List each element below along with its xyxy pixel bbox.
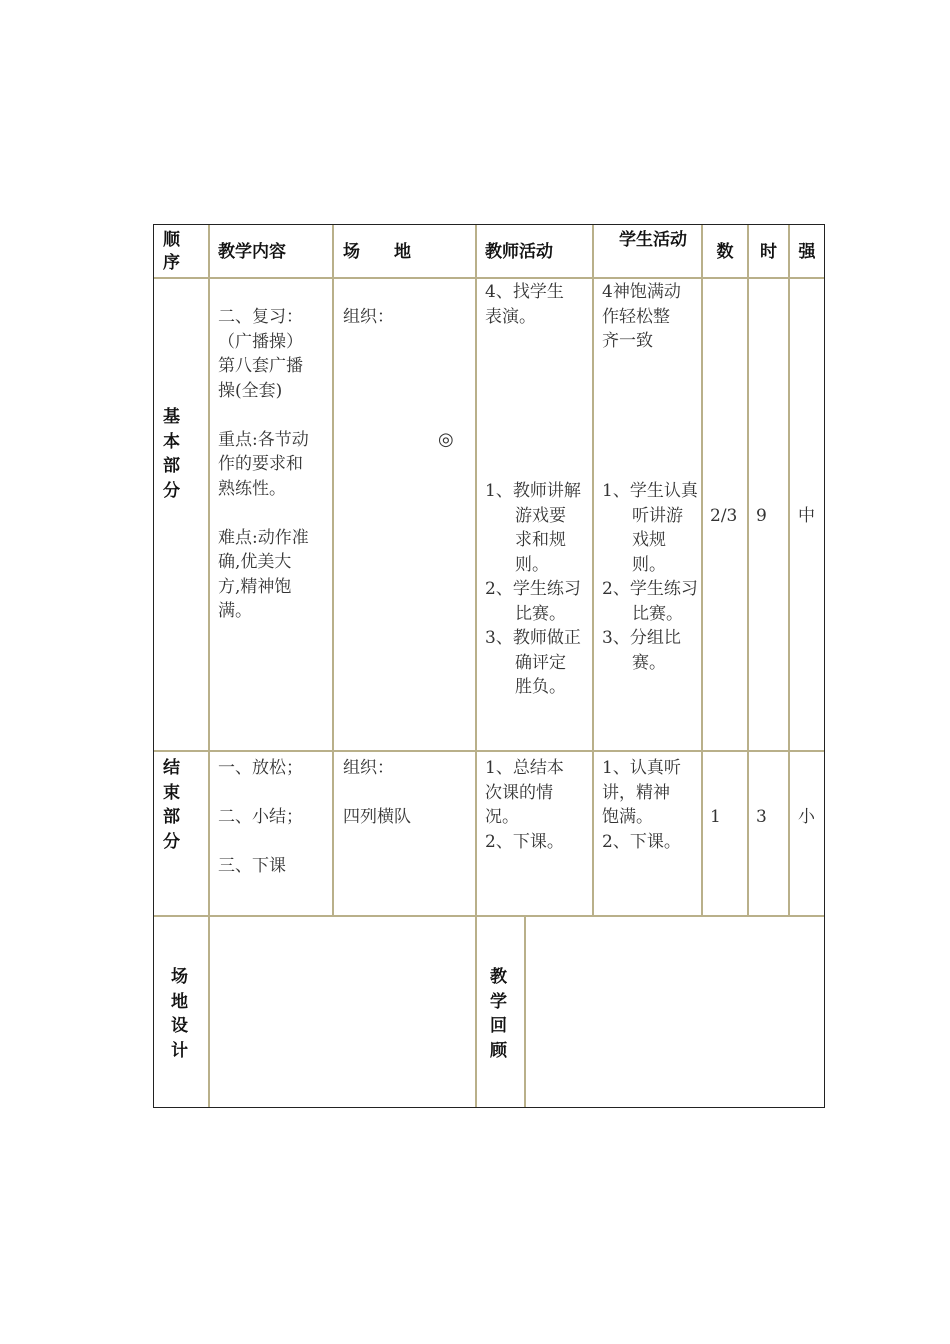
- ending-student: [602, 756, 700, 854]
- header-time: 时: [760, 242, 777, 262]
- col-divider: [524, 915, 526, 1107]
- header-venue: 场 地: [343, 242, 411, 262]
- teacher-line: 4、找学生: [485, 282, 564, 302]
- teaching-review-label: 教学回顾: [490, 967, 507, 1061]
- col-divider: [208, 225, 210, 1107]
- ending-time: 3: [756, 807, 767, 827]
- ending-teacher-line: 1、总结本: [485, 758, 564, 778]
- ending-venue-label: 组织：: [343, 758, 394, 778]
- basic-teacher-items: [485, 479, 581, 700]
- header-teacher: 教师活动: [485, 242, 553, 262]
- section-label-ending: 结束部分: [163, 758, 180, 852]
- basic-venue: 组织：: [343, 307, 394, 327]
- col-divider: [332, 225, 334, 915]
- ending-teacher: [485, 756, 585, 854]
- ending-student-line: 1、认真听: [602, 758, 681, 778]
- col-divider: [788, 225, 790, 915]
- difficulty-line: 方,精神饱: [218, 576, 292, 597]
- basic-time: 9: [756, 506, 767, 526]
- basic-student-items: [602, 479, 698, 675]
- teacher-item: 1、教师讲解游戏要求和规则。: [485, 481, 581, 575]
- difficulty-line: 难点:动作准: [218, 527, 309, 548]
- basic-teacher-intro: [485, 280, 585, 329]
- formation-symbol: ◎: [438, 429, 454, 450]
- header-count: 数: [716, 242, 734, 262]
- difficulty-line: 确,优美大: [218, 552, 292, 572]
- teacher-item: 3、教师做正确评定胜负。: [485, 628, 581, 697]
- header-order: 顺序: [163, 230, 180, 273]
- content-line: （广播操）: [218, 331, 303, 352]
- col-divider: [747, 225, 749, 915]
- teacher-line: 表演。: [485, 306, 536, 327]
- difficulty-line: 满。: [218, 601, 252, 621]
- content-line: 第八套广播: [218, 356, 303, 376]
- header-content: 教学内容: [218, 242, 286, 262]
- header-student: 学生活动: [619, 230, 687, 250]
- basic-intensity: 中: [798, 506, 815, 526]
- basic-content: [218, 305, 330, 624]
- ending-content: [218, 756, 303, 879]
- key-point-line: 作的要求和: [218, 454, 303, 474]
- ending-teacher-line: 况。: [485, 807, 519, 827]
- row-divider: [154, 277, 824, 279]
- ending-count: 1: [710, 807, 721, 827]
- lesson-plan-table: [153, 224, 825, 1108]
- content-line: 二、复习：: [218, 307, 303, 327]
- row-divider: [154, 915, 824, 917]
- student-line: 4神饱满动: [602, 282, 681, 302]
- row-divider: [154, 750, 824, 752]
- ending-teacher-line: 次课的情: [485, 782, 553, 803]
- col-divider: [592, 225, 594, 915]
- col-divider: [475, 225, 477, 1107]
- ending-student-line: 2、下课。: [602, 831, 681, 852]
- key-point-line: 熟练性。: [218, 478, 286, 499]
- basic-student-intro: [602, 280, 700, 354]
- header-intensity: 强: [798, 242, 816, 262]
- student-item: 3、分组比赛。: [602, 628, 681, 673]
- student-item: 1、学生认真听讲游戏规则。: [602, 481, 698, 575]
- ending-content-line: 二、小结；: [218, 807, 303, 827]
- ending-venue: [343, 756, 411, 830]
- col-divider: [701, 225, 703, 915]
- student-item: 2、学生练习比赛。: [602, 579, 698, 624]
- ending-intensity: 小: [798, 807, 815, 827]
- ending-student-line: 讲，精神: [602, 782, 670, 803]
- ending-content-line: 三、下课: [218, 856, 286, 876]
- basic-count: 2/3: [710, 506, 738, 526]
- content-line: 操(全套): [218, 380, 283, 401]
- section-label-basic: 基本部分: [163, 407, 180, 501]
- site-design-label: 场地设计: [171, 967, 188, 1061]
- ending-teacher-line: 2、下课。: [485, 831, 564, 852]
- ending-content-line: 一、放松；: [218, 758, 303, 778]
- ending-student-line: 饱满。: [602, 807, 653, 827]
- teacher-item: 2、学生练习比赛。: [485, 579, 581, 624]
- key-point-line: 重点:各节动: [218, 429, 309, 450]
- student-line: 齐一致: [602, 331, 653, 351]
- student-line: 作轻松整: [602, 306, 670, 327]
- ending-venue-value: 四列横队: [343, 807, 411, 827]
